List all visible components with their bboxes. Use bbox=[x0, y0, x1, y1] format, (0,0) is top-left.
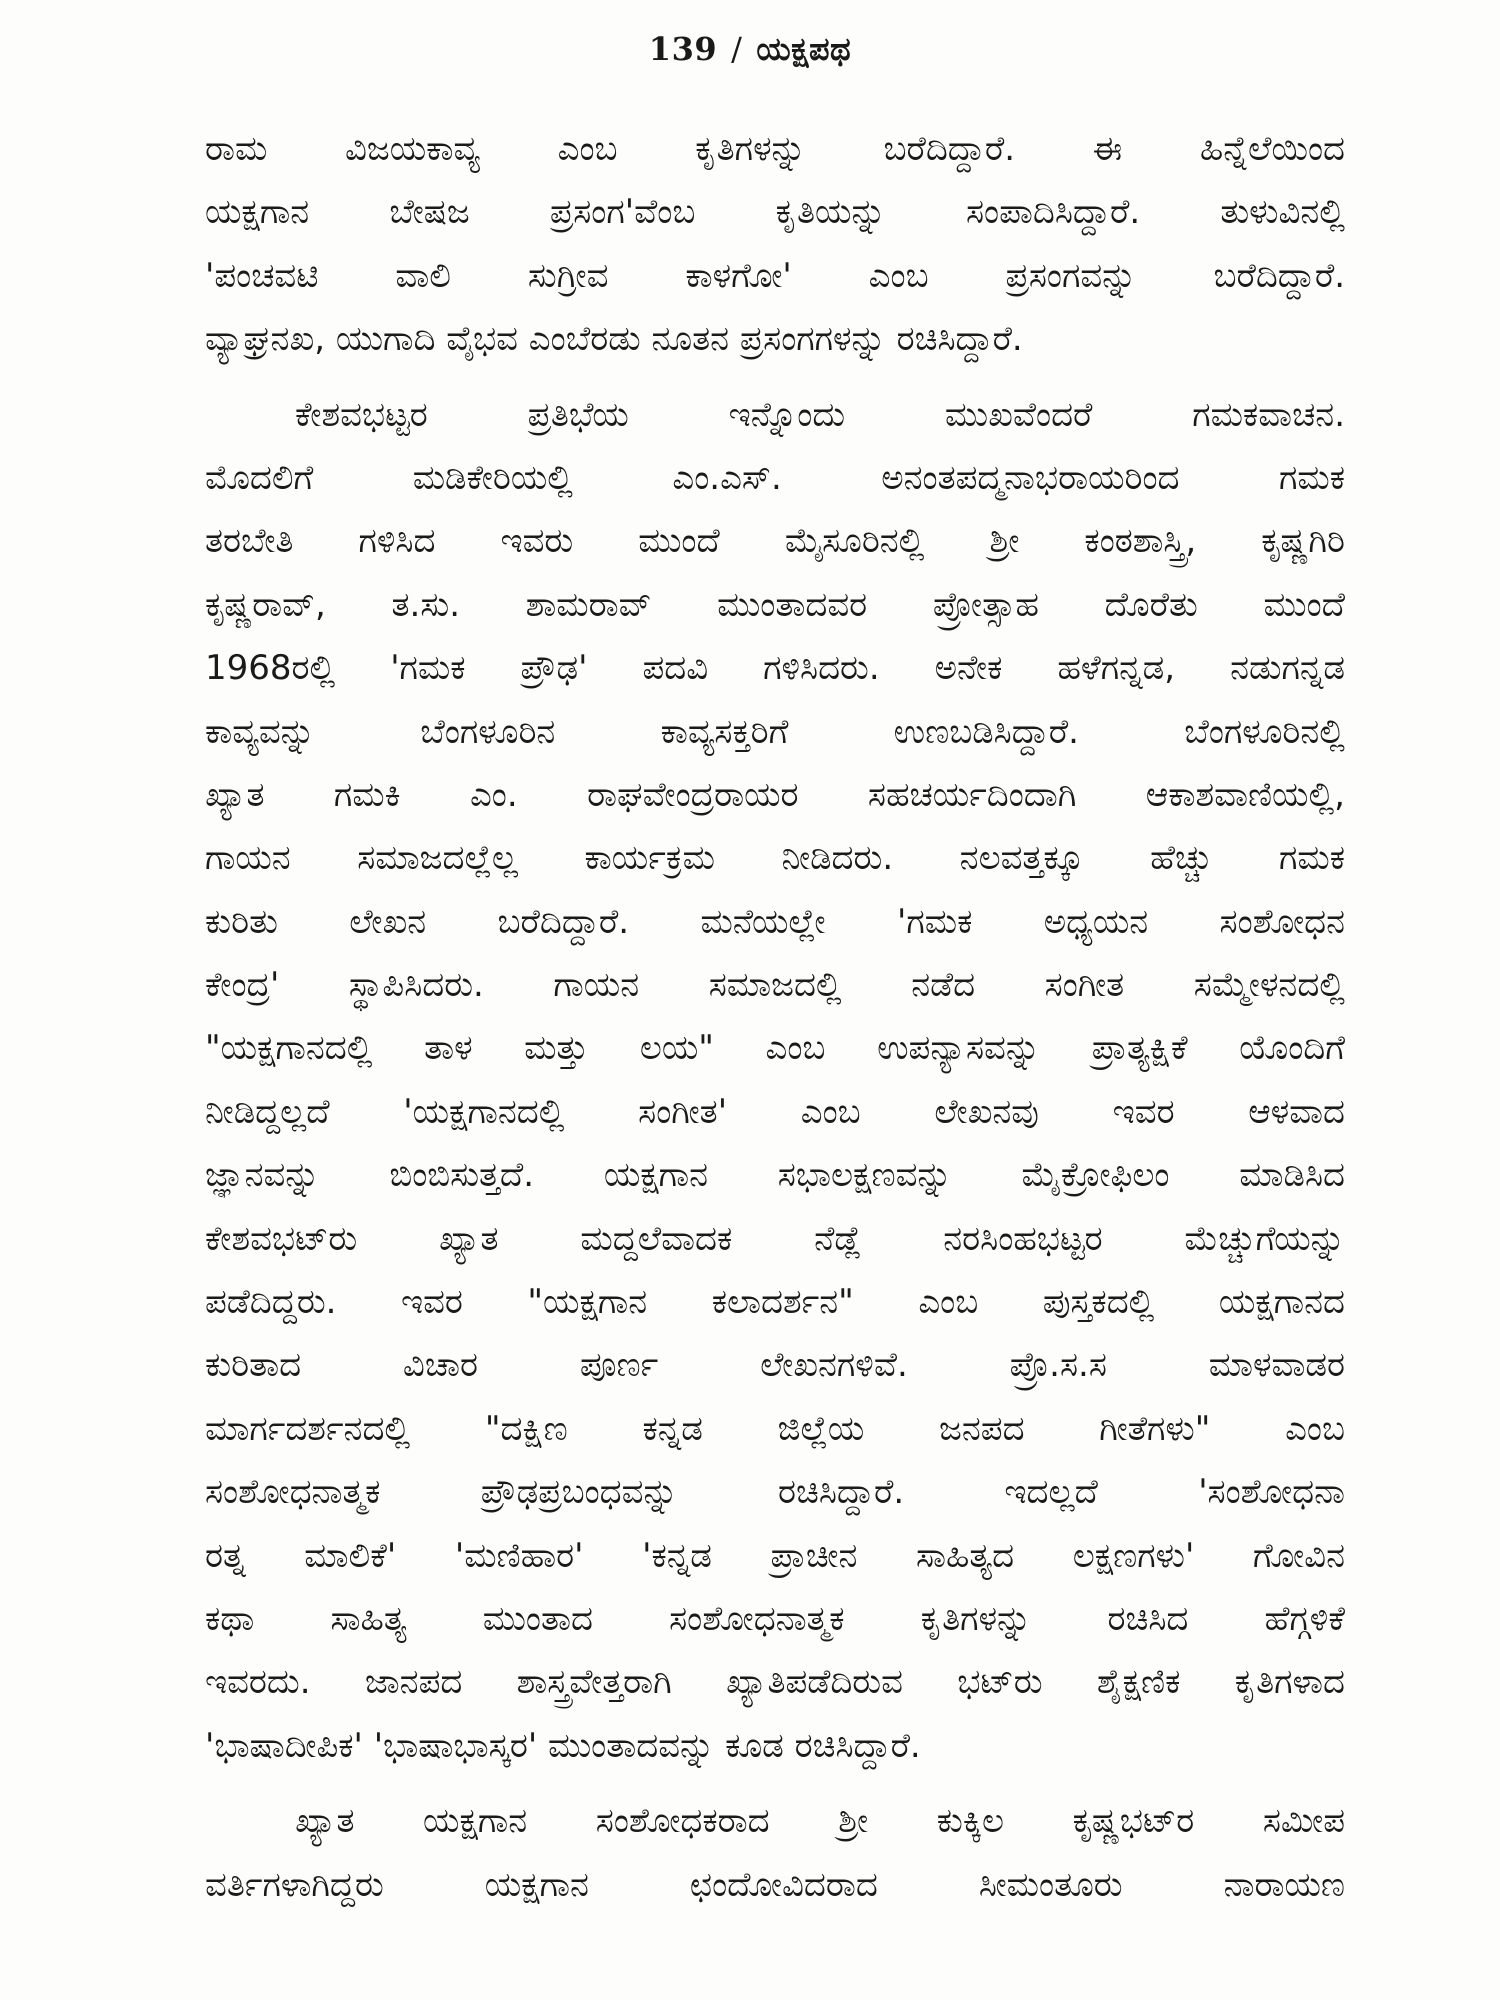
text-line: ಜ್ಞಾನವನ್ನು ಬಿಂಬಿಸುತ್ತದೆ. ಯಕ್ಷಗಾನ ಸಭಾಲಕ್ಷಣವನ್ನು ಮೈಕ್ರೋಫಿಲಂ ಮಾಡಿಸಿದ bbox=[205, 1155, 1345, 1196]
header-separator: / bbox=[731, 30, 743, 68]
text-line: ಮೊದಲಿಗೆ ಮಡಿಕೇರಿಯಲ್ಲಿ ಎಂ.ಎಸ್. ಅನಂತಪದ್ಮನಾಭರಾಯರಿಂದ ಗಮಕ bbox=[205, 457, 1345, 498]
text-line: ಗಾಯನ ಸಮಾಜದಲ್ಲೆಲ್ಲ ಕಾರ್ಯಕ್ರಮ ನೀಡಿದರು. ನಲವತ್ತಕ್ಕೂ ಹೆಚ್ಚು ಗಮಕ bbox=[205, 838, 1345, 879]
text-line: ಕಥಾ ಸಾಹಿತ್ಯ ಮುಂತಾದ ಸಂಶೋಧನಾತ್ಮಕ ಕೃತಿಗಳನ್ನು ರಚಿಸಿದ ಹೆಗ್ಗಳಿಕೆ bbox=[205, 1598, 1345, 1639]
text-line: ಕೃಷ್ಣರಾವ್, ತ.ಸು. ಶಾಮರಾವ್ ಮುಂತಾದವರ ಪ್ರೋತ್ಸಾಹ ದೊರೆತು ಮುಂದೆ bbox=[205, 584, 1345, 625]
text-line: ಕೇಶವಭಟ್‌ರು ಖ್ಯಾತ ಮದ್ದಲೆವಾದಕ ನೆಡ್ಲೆ ನರಸಿಂಹಭಟ್ಟರ ಮೆಚ್ಚುಗೆಯನ್ನು bbox=[205, 1218, 1345, 1259]
text-line: ವ್ಯಾಘ್ರನಖ, ಯುಗಾದಿ ವೈಭವ ಎಂಬೆರಡು ನೂತನ ಪ್ರಸಂಗಗಳನ್ನು ರಚಿಸಿದ್ದಾರೆ. bbox=[205, 319, 1023, 360]
running-header bbox=[0, 30, 1500, 69]
text-line: ತರಬೇತಿ ಗಳಿಸಿದ ಇವರು ಮುಂದೆ ಮೈಸೂರಿನಲ್ಲಿ ಶ್ರೀ ಕಂಠಶಾಸ್ತ್ರಿ, ಕೃಷ್ಣಗಿರಿ bbox=[205, 521, 1345, 562]
paragraph bbox=[205, 1790, 1345, 1917]
text-line: ರತ್ನ ಮಾಲಿಕೆ' 'ಮಣಿಹಾರ' 'ಕನ್ನಡ ಪ್ರಾಚೀನ ಸಾಹಿತ್ಯದ ಲಕ್ಷಣಗಳು' ಗೋವಿನ bbox=[205, 1535, 1345, 1576]
page-number: 139 bbox=[648, 30, 718, 68]
text-line: ಮಾರ್ಗದರ್ಶನದಲ್ಲಿ "ದಕ್ಷಿಣ ಕನ್ನಡ ಜಿಲ್ಲೆಯ ಜನಪದ ಗೀತೆಗಳು" ಎಂಬ bbox=[205, 1408, 1345, 1449]
text-line: ನೀಡಿದ್ದಲ್ಲದೆ 'ಯಕ್ಷಗಾನದಲ್ಲಿ ಸಂಗೀತ' ಎಂಬ ಲೇಖನವು ಇವರ ಆಳವಾದ bbox=[205, 1091, 1345, 1132]
text-line: 'ಭಾಷಾದೀಪಿಕ' 'ಭಾಷಾಭಾಸ್ಕರ' ಮುಂತಾದವನ್ನು ಕೂಡ ರಚಿಸಿದ್ದಾರೆ. bbox=[205, 1725, 921, 1766]
text-line: ಕುರಿತು ಲೇಖನ ಬರೆದಿದ್ದಾರೆ. ಮನೆಯಲ್ಲೇ 'ಗಮಕ ಅಧ್ಯಯನ ಸಂಶೋಧನ bbox=[205, 901, 1345, 942]
paragraph-gap bbox=[205, 1778, 1345, 1790]
text-line: ಯಕ್ಷಗಾನ ಬೇಷಜ ಪ್ರಸಂಗ'ವೆಂಬ ಕೃತಿಯನ್ನು ಸಂಪಾದಿಸಿದ್ದಾರೆ. ತುಳುವಿನಲ್ಲಿ bbox=[205, 192, 1345, 233]
paragraph-gap bbox=[205, 372, 1345, 384]
text-line: ಇವರದು. ಜಾನಪದ ಶಾಸ್ತ್ರವೇತ್ತರಾಗಿ ಖ್ಯಾತಿಪಡೆದಿರುವ ಭಟ್‌ರು ಶೈಕ್ಷಣಿಕ ಕೃತಿಗಳಾದ bbox=[205, 1662, 1345, 1703]
text-line: ವರ್ತಿಗಳಾಗಿದ್ದರು ಯಕ್ಷಗಾನ ಛಂದೋವಿದರಾದ ಸೀಮಂತೂರು ನಾರಾಯಣ bbox=[205, 1864, 1345, 1905]
text-line: 'ಪಂಚವಟಿ ವಾಲಿ ಸುಗ್ರೀವ ಕಾಳಗೋ' ಎಂಬ ಪ್ರಸಂಗವನ್ನು ಬರೆದಿದ್ದಾರೆ. bbox=[205, 255, 1345, 296]
text-line: ಸಂಶೋಧನಾತ್ಮಕ ಪ್ರೌಢಪ್ರಬಂಧವನ್ನು ರಚಿಸಿದ್ದಾರೆ. ಇದಲ್ಲದೆ 'ಸಂಶೋಧನಾ bbox=[205, 1472, 1345, 1513]
text-line: ಕೇಶವಭಟ್ಟರ ಪ್ರತಿಭೆಯ ಇನ್ನೊಂದು ಮುಖವೆಂದರೆ ಗಮಕವಾಚನ. bbox=[295, 394, 1345, 435]
book-title: ಯಕ್ಷಪಥ bbox=[756, 30, 852, 68]
text-line: ಕೇಂದ್ರ' ಸ್ಥಾಪಿಸಿದರು. ಗಾಯನ ಸಮಾಜದಲ್ಲಿ ನಡೆದ ಸಂಗೀತ ಸಮ್ಮೇಳನದಲ್ಲಿ bbox=[205, 965, 1345, 1006]
text-line: ಕಾವ್ಯವನ್ನು ಬೆಂಗಳೂರಿನ ಕಾವ್ಯಸಕ್ತರಿಗೆ ಉಣಬಡಿಸಿದ್ದಾರೆ. ಬೆಂಗಳೂರಿನಲ್ಲಿ bbox=[205, 711, 1345, 752]
text-line: "ಯಕ್ಷಗಾನದಲ್ಲಿ ತಾಳ ಮತ್ತು ಲಯ" ಎಂಬ ಉಪನ್ಯಾಸವನ್ನು ಪ್ರಾತ್ಯಕ್ಷಿಕೆ ಯೊಂದಿಗೆ bbox=[205, 1028, 1345, 1069]
text-line: 1968ರಲ್ಲಿ 'ಗಮಕ ಪ್ರೌಢ' ಪದವಿ ಗಳಿಸಿದರು. ಅನೇಕ ಹಳೆಗನ್ನಡ, ನಡುಗನ್ನಡ bbox=[205, 648, 1345, 689]
paragraph bbox=[205, 118, 1345, 372]
text-line: ಖ್ಯಾತ ಗಮಕಿ ಎಂ. ರಾಘವೇಂದ್ರರಾಯರ ಸಹಚರ್ಯದಿಂದಾಗಿ ಆಕಾಶವಾಣಿಯಲ್ಲಿ, bbox=[205, 774, 1345, 815]
text-line: ರಾಮ ವಿಜಯಕಾವ್ಯ ಎಂಬ ಕೃತಿಗಳನ್ನು ಬರೆದಿದ್ದಾರೆ. ಈ ಹಿನ್ನೆಲೆಯಿಂದ bbox=[205, 129, 1345, 169]
body-text bbox=[205, 118, 1345, 1917]
text-line: ಕುರಿತಾದ ವಿಚಾರ ಪೂರ್ಣ ಲೇಖನಗಳಿವೆ. ಪ್ರೊ.ಸ.ಸ ಮಾಳವಾಡರ bbox=[205, 1345, 1345, 1386]
text-line: ಪಡೆದಿದ್ದರು. ಇವರ "ಯಕ್ಷಗಾನ ಕಲಾದರ್ಶನ" ಎಂಬ ಪುಸ್ತಕದಲ್ಲಿ ಯಕ್ಷಗಾನದ bbox=[205, 1282, 1345, 1323]
text-line: ಖ್ಯಾತ ಯಕ್ಷಗಾನ ಸಂಶೋಧಕರಾದ ಶ್ರೀ ಕುಕ್ಕಿಲ ಕೃಷ್ಣಭಟ್‌ರ ಸಮೀಪ bbox=[295, 1801, 1345, 1842]
paragraph bbox=[205, 384, 1345, 1779]
